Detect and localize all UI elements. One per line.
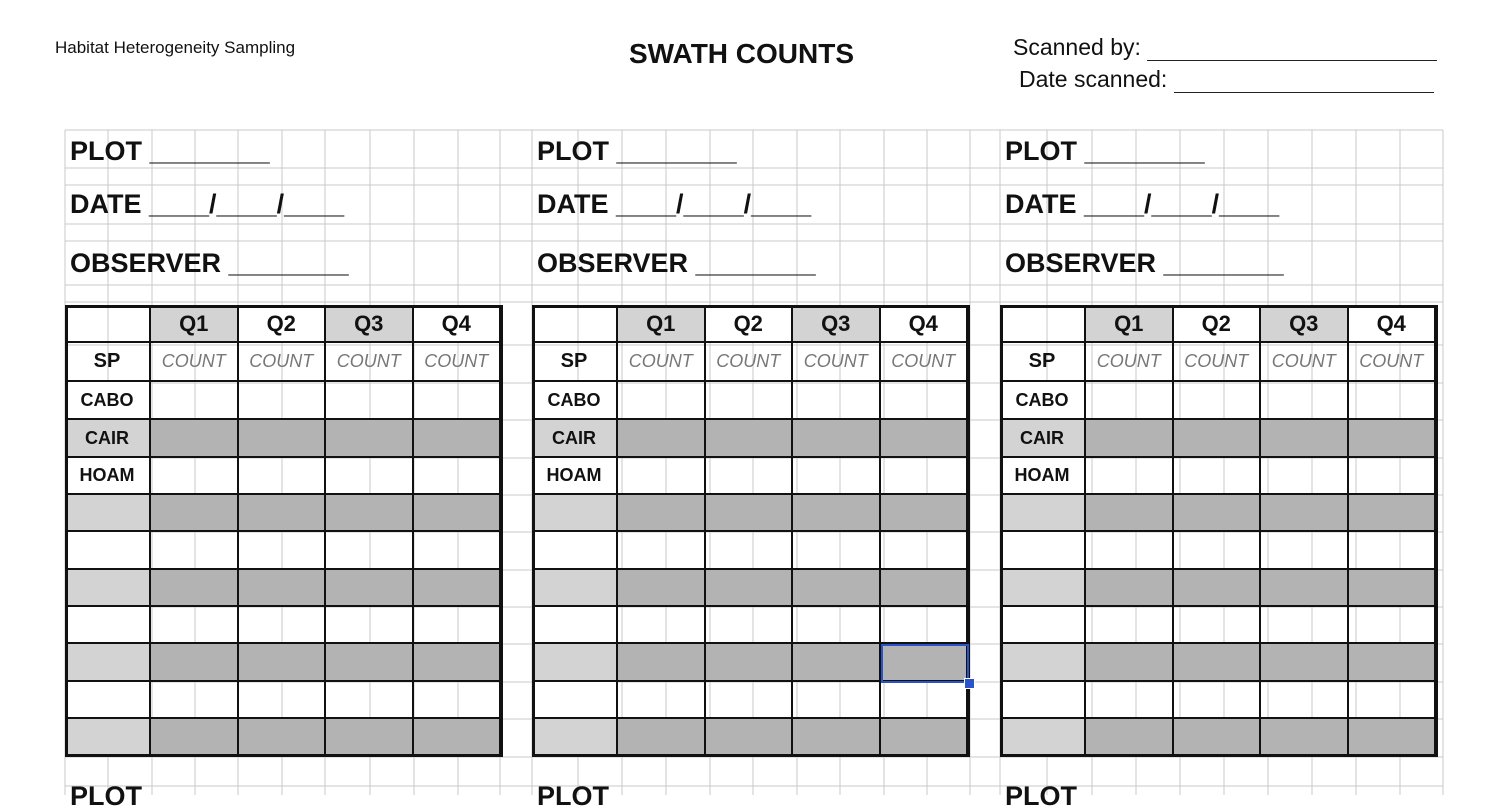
next-plot-label: PLOT — [1005, 781, 1077, 811]
count-cell[interactable] — [239, 420, 327, 458]
count-cell[interactable] — [151, 420, 239, 458]
count-cell[interactable] — [618, 495, 706, 532]
count-cell[interactable] — [706, 532, 794, 570]
count-cell[interactable] — [793, 570, 881, 607]
count-cell[interactable] — [1261, 458, 1349, 495]
count-cell[interactable] — [1086, 607, 1174, 644]
count-cell[interactable] — [414, 607, 502, 644]
count-cell[interactable] — [414, 420, 502, 458]
count-cell[interactable] — [1261, 644, 1349, 682]
count-cell[interactable] — [326, 458, 414, 495]
species-cell[interactable] — [532, 495, 618, 532]
count-cell[interactable] — [1261, 382, 1349, 420]
count-cell[interactable] — [326, 719, 414, 757]
species-cabo[interactable]: CABO — [532, 382, 618, 420]
count-cell[interactable] — [793, 495, 881, 532]
count-cell[interactable] — [1261, 532, 1349, 570]
count-cell[interactable] — [793, 644, 881, 682]
count-header[interactable]: COUNT — [881, 343, 969, 382]
sp-header[interactable]: SP — [65, 343, 151, 382]
species-cell[interactable] — [1000, 532, 1086, 570]
count-cell[interactable] — [881, 607, 969, 644]
count-cell[interactable] — [239, 570, 327, 607]
count-cell[interactable] — [414, 532, 502, 570]
count-cell[interactable] — [326, 420, 414, 458]
count-cell[interactable] — [793, 458, 881, 495]
count-cell[interactable] — [1174, 495, 1262, 532]
count-header[interactable]: COUNT — [706, 343, 794, 382]
count-cell[interactable] — [151, 382, 239, 420]
count-cell[interactable] — [1174, 570, 1262, 607]
count-cell[interactable] — [1261, 719, 1349, 757]
count-cell[interactable] — [151, 719, 239, 757]
count-cell[interactable] — [326, 382, 414, 420]
count-cell[interactable] — [151, 458, 239, 495]
count-cell[interactable] — [618, 532, 706, 570]
count-cell[interactable] — [1086, 495, 1174, 532]
count-cell[interactable] — [239, 532, 327, 570]
count-cell[interactable] — [706, 682, 794, 719]
species-cair[interactable]: CAIR — [65, 420, 151, 458]
species-cell[interactable] — [1000, 644, 1086, 682]
species-cell[interactable] — [532, 644, 618, 682]
count-cell[interactable] — [881, 682, 969, 719]
count-cell[interactable] — [618, 458, 706, 495]
count-cell[interactable] — [239, 382, 327, 420]
count-cell[interactable] — [1349, 458, 1437, 495]
count-header[interactable]: COUNT — [1086, 343, 1174, 382]
count-cell[interactable] — [706, 458, 794, 495]
count-cell[interactable] — [618, 570, 706, 607]
count-cell[interactable] — [706, 607, 794, 644]
selected-cell[interactable] — [881, 644, 970, 683]
species-hoam[interactable]: HOAM — [532, 458, 618, 495]
count-cell[interactable] — [1349, 495, 1437, 532]
sp-header[interactable]: SP — [532, 343, 618, 382]
count-cell[interactable] — [1349, 570, 1437, 607]
count-cell[interactable] — [151, 607, 239, 644]
page-title: SWATH COUNTS — [629, 38, 855, 69]
count-cell[interactable] — [151, 644, 239, 682]
observer-label[interactable]: OBSERVER ________ — [70, 248, 349, 278]
quarter-header-q2[interactable]: Q2 — [706, 307, 794, 343]
species-cell[interactable] — [65, 532, 151, 570]
count-cell[interactable] — [706, 495, 794, 532]
species-cell[interactable] — [65, 570, 151, 607]
count-cell[interactable] — [881, 495, 969, 532]
quarter-header-q3[interactable]: Q3 — [326, 307, 414, 343]
count-cell[interactable] — [1174, 382, 1262, 420]
species-cell[interactable] — [65, 607, 151, 644]
count-cell[interactable] — [151, 570, 239, 607]
species-cell[interactable] — [1000, 570, 1086, 607]
count-cell[interactable] — [239, 644, 327, 682]
quarter-header-q4[interactable]: Q4 — [881, 307, 969, 343]
count-cell[interactable] — [1086, 532, 1174, 570]
count-cell[interactable] — [326, 607, 414, 644]
next-plot-label: PLOT — [537, 781, 609, 811]
species-cell[interactable] — [532, 532, 618, 570]
species-cell[interactable] — [1000, 682, 1086, 719]
quarter-header-q1[interactable]: Q1 — [618, 307, 706, 343]
count-cell[interactable] — [881, 458, 969, 495]
species-cell[interactable] — [65, 644, 151, 682]
header-corner-cell[interactable] — [65, 307, 151, 343]
count-cell[interactable] — [1349, 420, 1437, 458]
species-cair[interactable]: CAIR — [1000, 420, 1086, 458]
count-cell[interactable] — [618, 607, 706, 644]
count-cell[interactable] — [618, 644, 706, 682]
quarter-header-q4[interactable]: Q4 — [414, 307, 502, 343]
species-cell[interactable] — [532, 607, 618, 644]
count-cell[interactable] — [1261, 570, 1349, 607]
count-cell[interactable] — [239, 682, 327, 719]
count-cell[interactable] — [1261, 495, 1349, 532]
count-cell[interactable] — [239, 458, 327, 495]
count-cell[interactable] — [326, 495, 414, 532]
count-cell[interactable] — [1174, 682, 1262, 719]
count-cell[interactable] — [326, 570, 414, 607]
count-cell[interactable] — [706, 382, 794, 420]
header-corner-cell[interactable] — [1000, 307, 1086, 343]
species-cell[interactable] — [532, 570, 618, 607]
quarter-header-q1[interactable]: Q1 — [151, 307, 239, 343]
count-cell[interactable] — [414, 570, 502, 607]
count-cell[interactable] — [1174, 719, 1262, 757]
count-cell[interactable] — [706, 644, 794, 682]
plot-label[interactable]: PLOT ________ — [70, 136, 270, 166]
count-cell[interactable] — [618, 682, 706, 719]
count-cell[interactable] — [793, 382, 881, 420]
count-cell[interactable] — [1086, 570, 1174, 607]
date-label[interactable]: DATE ____/____/____ — [537, 189, 812, 219]
count-header[interactable]: COUNT — [326, 343, 414, 382]
count-header[interactable]: COUNT — [1174, 343, 1262, 382]
quarter-header-q3[interactable]: Q3 — [793, 307, 881, 343]
count-cell[interactable] — [414, 458, 502, 495]
plot-label[interactable]: PLOT ________ — [537, 136, 737, 166]
count-cell[interactable] — [881, 532, 969, 570]
fill-handle[interactable] — [964, 678, 975, 689]
count-cell[interactable] — [1349, 719, 1437, 757]
count-cell[interactable] — [326, 532, 414, 570]
count-cell[interactable] — [1349, 644, 1437, 682]
count-cell[interactable] — [239, 719, 327, 757]
count-cell[interactable] — [1174, 458, 1262, 495]
count-cell[interactable] — [414, 495, 502, 532]
count-cell[interactable] — [1261, 607, 1349, 644]
species-cabo[interactable]: CABO — [65, 382, 151, 420]
species-cell[interactable] — [1000, 607, 1086, 644]
count-cell[interactable] — [881, 719, 969, 757]
plot-label[interactable]: PLOT ________ — [1005, 136, 1205, 166]
species-cell[interactable] — [532, 682, 618, 719]
count-cell[interactable] — [1261, 682, 1349, 719]
next-plot-label: PLOT — [70, 781, 142, 811]
count-cell[interactable] — [706, 719, 794, 757]
count-cell[interactable] — [1349, 682, 1437, 719]
count-cell[interactable] — [1174, 420, 1262, 458]
count-cell[interactable] — [414, 719, 502, 757]
count-cell[interactable] — [1349, 532, 1437, 570]
quarter-header-q2[interactable]: Q2 — [1174, 307, 1262, 343]
count-cell[interactable] — [706, 570, 794, 607]
count-cell[interactable] — [151, 682, 239, 719]
count-header[interactable]: COUNT — [414, 343, 502, 382]
observer-label[interactable]: OBSERVER ________ — [1005, 248, 1284, 278]
species-cell[interactable] — [1000, 495, 1086, 532]
count-cell[interactable] — [151, 532, 239, 570]
count-cell[interactable] — [881, 382, 969, 420]
count-cell[interactable] — [326, 682, 414, 719]
species-cell[interactable] — [532, 719, 618, 757]
count-header[interactable]: COUNT — [151, 343, 239, 382]
count-cell[interactable] — [793, 719, 881, 757]
count-cell[interactable] — [326, 644, 414, 682]
count-header[interactable]: COUNT — [793, 343, 881, 382]
count-cell[interactable] — [1174, 607, 1262, 644]
species-cair[interactable]: CAIR — [532, 420, 618, 458]
count-header[interactable]: COUNT — [618, 343, 706, 382]
count-cell[interactable] — [239, 607, 327, 644]
count-header[interactable]: COUNT — [239, 343, 327, 382]
date-label[interactable]: DATE ____/____/____ — [70, 189, 345, 219]
count-cell[interactable] — [1086, 719, 1174, 757]
count-cell[interactable] — [706, 420, 794, 458]
species-cell[interactable] — [1000, 719, 1086, 757]
count-cell[interactable] — [151, 495, 239, 532]
scanned-by-label: Scanned by: — [1013, 34, 1141, 60]
count-cell[interactable] — [239, 495, 327, 532]
quarter-header-q1[interactable]: Q1 — [1086, 307, 1174, 343]
species-hoam[interactable]: HOAM — [1000, 458, 1086, 495]
count-cell[interactable] — [1086, 382, 1174, 420]
species-cell[interactable] — [65, 495, 151, 532]
count-cell[interactable] — [793, 420, 881, 458]
count-cell[interactable] — [414, 382, 502, 420]
count-cell[interactable] — [618, 382, 706, 420]
count-cell[interactable] — [1086, 682, 1174, 719]
count-cell[interactable] — [1261, 420, 1349, 458]
sp-header[interactable]: SP — [1000, 343, 1086, 382]
species-cell[interactable] — [65, 682, 151, 719]
count-cell[interactable] — [1086, 458, 1174, 495]
count-header[interactable]: COUNT — [1349, 343, 1437, 382]
count-cell[interactable] — [793, 682, 881, 719]
species-cell[interactable] — [65, 719, 151, 757]
count-cell[interactable] — [881, 570, 969, 607]
count-cell[interactable] — [1174, 532, 1262, 570]
count-cell[interactable] — [1349, 607, 1437, 644]
quarter-header-q2[interactable]: Q2 — [239, 307, 327, 343]
date-scanned-label: Date scanned: — [1019, 66, 1168, 92]
count-cell[interactable] — [881, 420, 969, 458]
species-cabo[interactable]: CABO — [1000, 382, 1086, 420]
header-corner-cell[interactable] — [532, 307, 618, 343]
quarter-header-q3[interactable]: Q3 — [1261, 307, 1349, 343]
count-cell[interactable] — [1086, 644, 1174, 682]
count-cell[interactable] — [414, 644, 502, 682]
count-cell[interactable] — [1349, 382, 1437, 420]
date-label[interactable]: DATE ____/____/____ — [1005, 189, 1280, 219]
count-cell[interactable] — [793, 607, 881, 644]
count-cell[interactable] — [618, 420, 706, 458]
quarter-header-q4[interactable]: Q4 — [1349, 307, 1437, 343]
count-cell[interactable] — [1174, 644, 1262, 682]
subtitle: Habitat Heterogeneity Sampling — [55, 38, 296, 57]
species-hoam[interactable]: HOAM — [65, 458, 151, 495]
count-cell[interactable] — [618, 719, 706, 757]
count-cell[interactable] — [793, 532, 881, 570]
count-header[interactable]: COUNT — [1261, 343, 1349, 382]
count-cell[interactable] — [414, 682, 502, 719]
count-cell[interactable] — [1086, 420, 1174, 458]
observer-label[interactable]: OBSERVER ________ — [537, 248, 816, 278]
